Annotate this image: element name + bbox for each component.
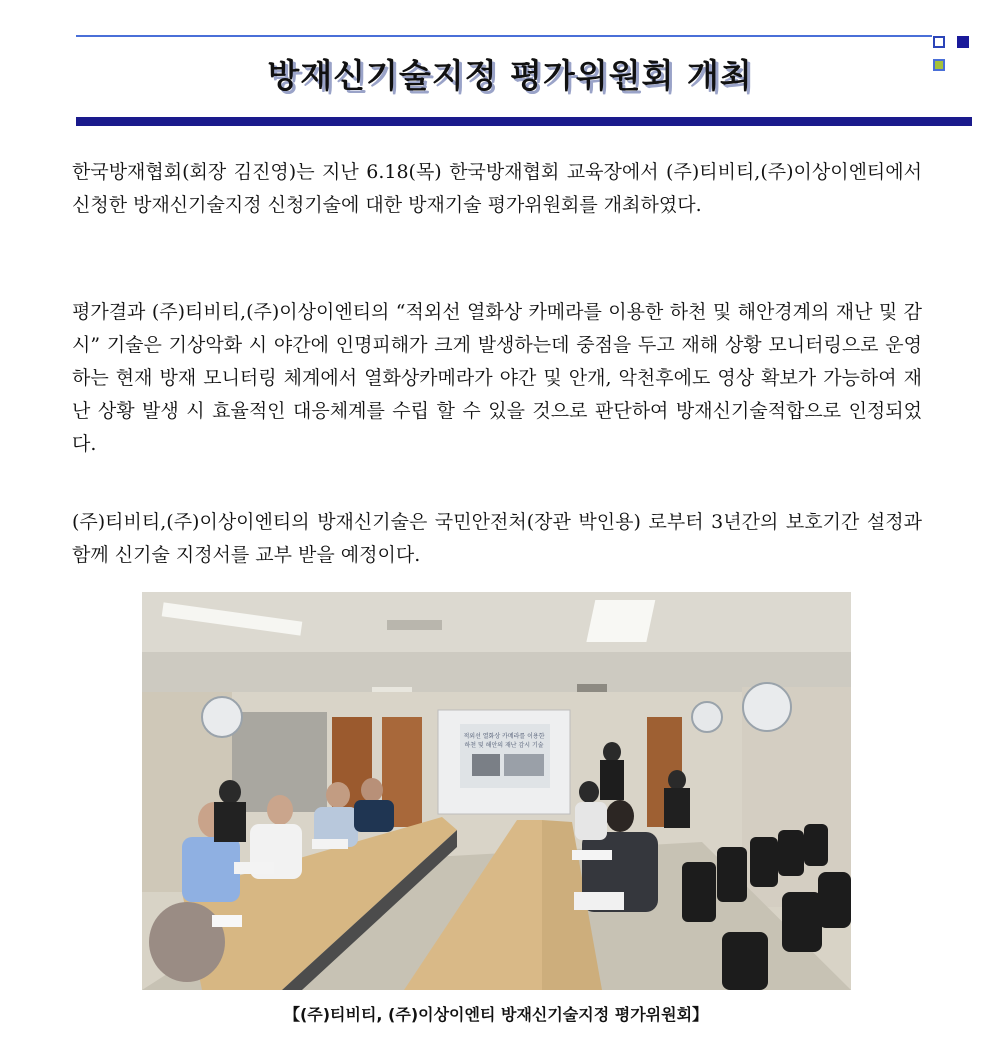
- wall-fan: [743, 683, 791, 731]
- ceiling-light: [586, 600, 655, 642]
- paragraph-3: (주)티비티,(주)이상이엔티의 방재신기술은 국민안전처(장관 박인용) 로부터 3년간의 보호기간 설정과 함께 신기술 지정서를 교부 받을 예정이다.: [72, 511, 922, 566]
- person: [182, 837, 240, 902]
- screen-line-2: 하천 및 해안의 재난 감시 기술: [464, 742, 544, 749]
- meeting-photo: [142, 592, 851, 990]
- screen-line-1: 적외선 열화상 카메라를 이용한: [463, 733, 545, 740]
- person: [354, 800, 394, 832]
- photo-caption: 【(주)티비티, (주)이상이엔티 방재신기술지정 평가위원회】: [283, 1005, 709, 1024]
- decor-square-outline: [933, 36, 945, 48]
- header-top-line: [76, 35, 932, 37]
- meeting-photo-illustration: [142, 592, 851, 990]
- paragraph-2: 평가결과 (주)티비티,(주)이상이엔티의 “적외선 열화상 카메라를 이용한 하천 및 해안경계의 재난 및 감시” 기술은 기상악화 시 야간에 인명피해가 크게 발생하는데 중점을 두고 재해 상황 모니터링으로 운영하는 현재 방재 모니터링 체계에서 열화상카메라가 야간 및 안개, 악천후에도 영상 확보가 가능하여 재난 상황 발생 시 효율적인 대응체계를 수립 할 수 있을 것으로 판단하여 방재신기술적합으로 인정되었다.: [72, 301, 922, 455]
- decor-square-filled: [957, 36, 969, 48]
- person: [149, 902, 225, 982]
- wall-fan: [692, 702, 722, 732]
- wall-fan: [202, 697, 242, 737]
- paragraph-1: 한국방재협회(회장 김진영)는 지난 6.18(목) 한국방재협회 교육장에서 (주)티비티,(주)이상이엔티에서 신청한 방재신기술지정 신청기술에 대한 방재기술 평가위원회를 개최하였다.: [72, 161, 922, 216]
- page-title: 방재신기술지정 평가위원회 개최: [267, 56, 753, 95]
- header-bottom-bar: [76, 117, 972, 126]
